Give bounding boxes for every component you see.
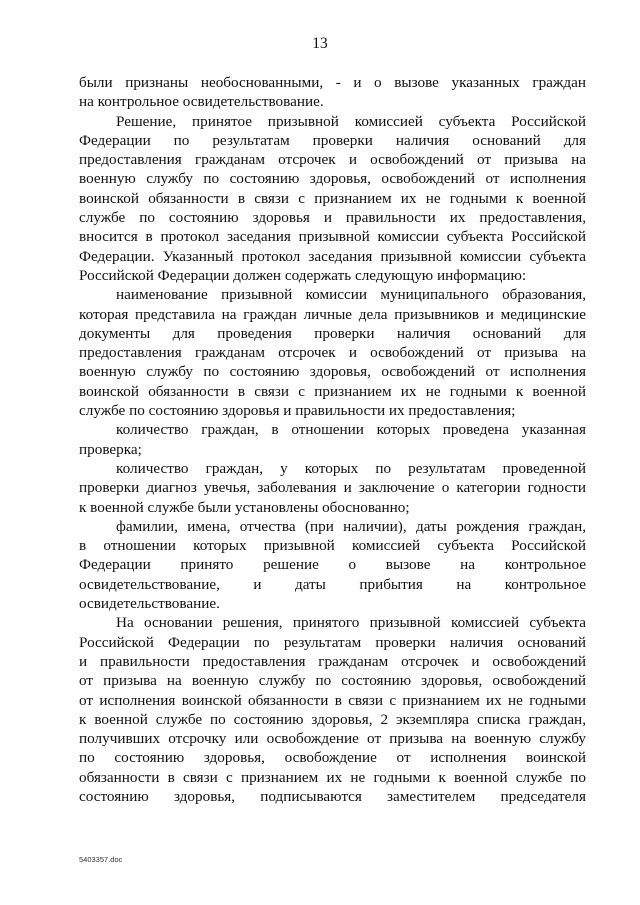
text-line: Федерации по результатам проверки наличия оснований для <box>79 131 586 149</box>
text-line: освидетельствование. <box>79 595 220 613</box>
text-line: документы для проведения проверки наличия оснований для <box>79 324 586 342</box>
text-line: военную службу по состоянию здоровья, освобождений от исполнения <box>79 170 586 188</box>
text-line: были признаны необоснованными, - и о вызове указанных граждан <box>79 74 586 91</box>
text-line: вносится в протокол заседания призывной комиссии субъекта Российской <box>79 228 586 246</box>
text-line: предоставления гражданам отсрочек и освобождений от призыва на <box>79 151 586 169</box>
text-line: На основании решения, принятого призывной комиссией субъекта <box>116 614 586 632</box>
text-line: военную службу по состоянию здоровья, освобождений от исполнения <box>79 363 586 381</box>
text-line: наименование призывной комиссии муниципального образования, <box>116 286 586 304</box>
text-line: по состоянию здоровья, освобождение от исполнения воинской <box>79 749 586 767</box>
text-line: от призыва на военную службу по состоянию здоровья, освобождений <box>79 672 586 690</box>
document-body <box>79 73 586 806</box>
text-line: проверки диагноз увечья, заболевания и заключение о категории годности <box>79 479 586 497</box>
text-line: в отношении которых призывной комиссией субъекта Российской <box>79 537 586 555</box>
text-line: на контрольное освидетельствование. <box>79 93 324 111</box>
text-line: получивших отсрочку или освобождение от призыва на военную службу <box>79 730 586 748</box>
text-line: от исполнения воинской обязанности в связи с признанием их не годными <box>79 691 586 709</box>
file-name-footer: 5403357.doc <box>79 855 123 864</box>
text-line: обязанности в связи с признанием их не годными к военной службе по <box>79 768 586 786</box>
text-line: которая представила на граждан личные дела призывников и медицинские <box>79 305 586 323</box>
text-line: количество граждан, в отношении которых проведена указанная <box>116 421 586 439</box>
text-line: предоставления гражданам отсрочек и освобождений от призыва на <box>79 344 586 362</box>
text-line: Решение, принятое призывной комиссией субъекта Российской <box>116 112 586 130</box>
text-line: службе по состоянию здоровья и правильности их предоставления; <box>79 402 516 420</box>
text-line: воинской обязанности в связи с признанием их не годными к военной <box>79 189 586 207</box>
text-line: проверка; <box>79 440 142 458</box>
text-line: освидетельствование, и даты прибытия на контрольное <box>79 575 586 593</box>
page-number: 13 <box>312 35 328 52</box>
text-line: к военной службе были установлены обоснованно; <box>79 498 410 516</box>
text-line: Российской Федерации по результатам проверки наличия оснований <box>79 633 586 651</box>
text-line: фамилии, имена, отчества (при наличии), даты рождения граждан, <box>116 517 586 535</box>
text-line: Федерации. Указанный протокол заседания призывной комиссии субъекта <box>79 247 586 265</box>
text-line: воинской обязанности в связи с признанием их не годными к военной <box>79 382 586 400</box>
text-line: количество граждан, у которых по результатам проведенной <box>116 459 586 477</box>
text-line: к военной службе по состоянию здоровья, 2 экземпляра списка граждан, <box>79 710 586 728</box>
text-line: службе по состоянию здоровья и правильности их предоставления, <box>79 209 586 227</box>
text-line: Федерации принято решение о вызове на контрольное <box>79 556 586 574</box>
text-line: и правильности предоставления гражданам отсрочек и освобождений <box>79 652 586 670</box>
text-line: состоянию здоровья, подписываются заместителем председателя <box>79 787 586 805</box>
text-line: Российской Федерации должен содержать следующую информацию: <box>79 266 527 284</box>
